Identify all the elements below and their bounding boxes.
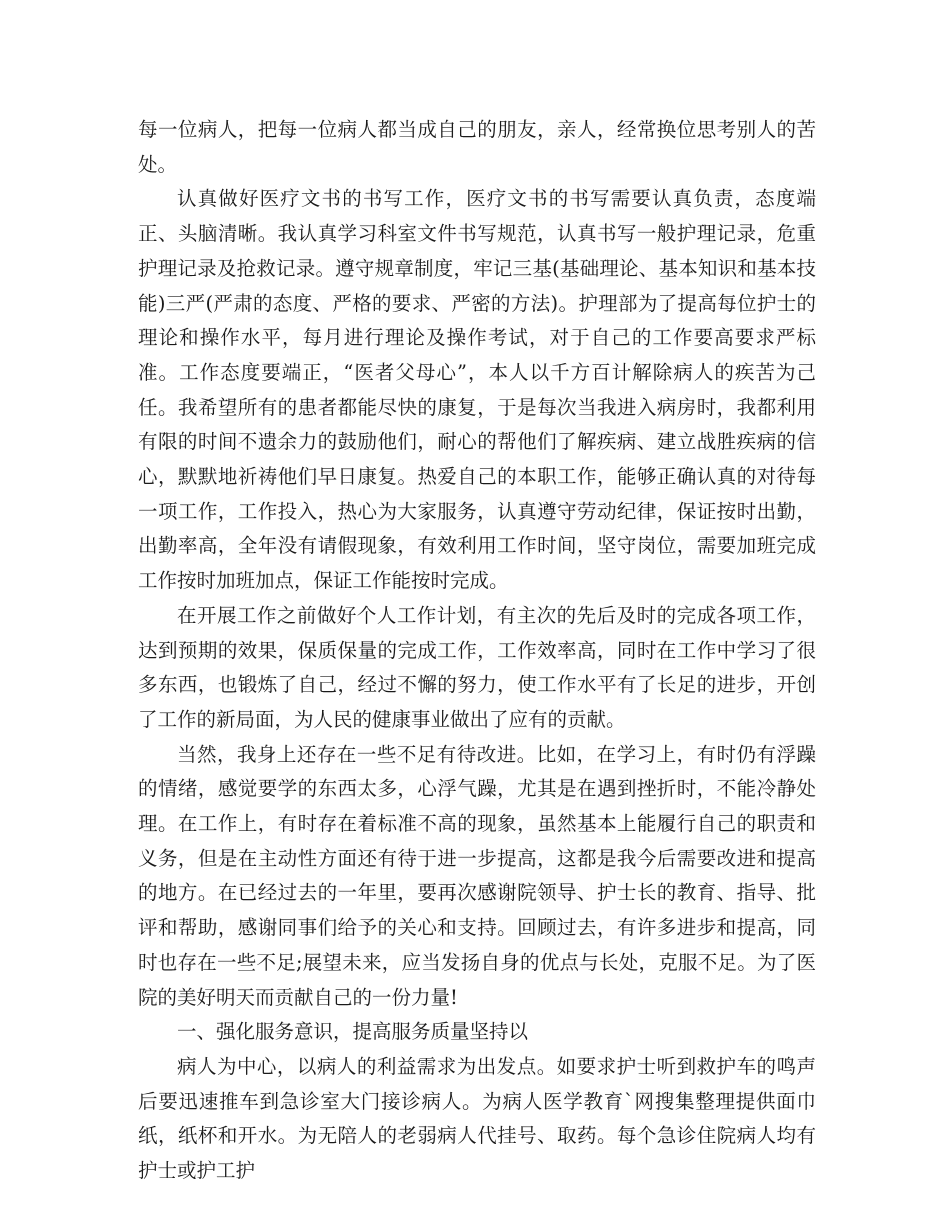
paragraph-work-plan: 在开展工作之前做好个人工作计划，有主次的先后及时的完成各项工作，达到预期的效果，保质保量的完成工作，工作效率高，同时在工作中学习了很多东西，也锻炼了自己，经过不懈的努力，使工作水平有了长足的进步，开创了工作的新局面，为人民的健康事业做出了应有的贡献。 <box>138 603 816 731</box>
section-heading-service: 一、强化服务意识，提高服务质量坚持以 <box>177 1020 529 1044</box>
document-body <box>138 113 816 1189</box>
paragraph-shortcomings: 当然，我身上还存在一些不足有待改进。比如，在学习上，有时仍有浮躁的情绪，感觉要学的东西太多，心浮气躁，尤其是在遇到挫折时，不能冷静处理。在工作上，有时存在着标准不高的现象，虽然基本上能履行自己的职责和义务，但是在主动性方面还有待于进一步提高，这都是我今后需要改进和提高的地方。在已经过去的一年里，要再次感谢院领导、护士长的教育、指导、批评和帮助，感谢同事们给予的关心和支持。回顾过去，有许多进步和提高，同时也存在一些不足;展望未来，应当发扬自身的优点与长处，克服不足。为了医院的美好明天而贡献自己的一份力量! <box>138 742 816 1009</box>
paragraph-continuation: 每一位病人，把每一位病人都当成自己的朋友，亲人，经常换位思考别人的苦处。 <box>138 118 816 176</box>
paragraph-medical-documents: 认真做好医疗文书的书写工作，医疗文书的书写需要认真负责，态度端正、头脑清晰。我认真学习科室文件书写规范，认真书写一般护理记录，危重护理记录及抢救记录。遵守规章制度，牢记三基(基础理论、基本知识和基本技能)三严(严肃的态度、严格的要求、严密的方法)。护理部为了提高每位护士的理论和操作水平，每月进行理论及操作考试，对于自己的工作要高要求严标准。工作态度要端正，“医者父母心”，本人以千方百计解除病人的疾苦为己任。我希望所有的患者都能尽快的康复，于是每次当我进入病房时，我都利用有限的时间不遗余力的鼓励他们，耐心的帮他们了解疾病、建立战胜疾病的信心，默默地祈祷他们早日康复。热爱自己的本职工作，能够正确认真的对待每一项工作，工作投入，热心为大家服务，认真遵守劳动纪律，保证按时出勤，出勤率高，全年没有请假现象，有效利用工作时间，坚守岗位，需要加班完成工作按时加班加点，保证工作能按时完成。 <box>138 187 816 593</box>
paragraph-patient-centered: 病人为中心，以病人的利益需求为出发点。如要求护士听到救护车的鸣声后要迅速推车到急诊室大门接诊病人。为病人医学教育`网搜集整理提供面巾纸，纸杯和开水。为无陪人的老弱病人代挂号、取药。每个急诊住院病人均有护士或护工护 <box>138 1054 816 1183</box>
